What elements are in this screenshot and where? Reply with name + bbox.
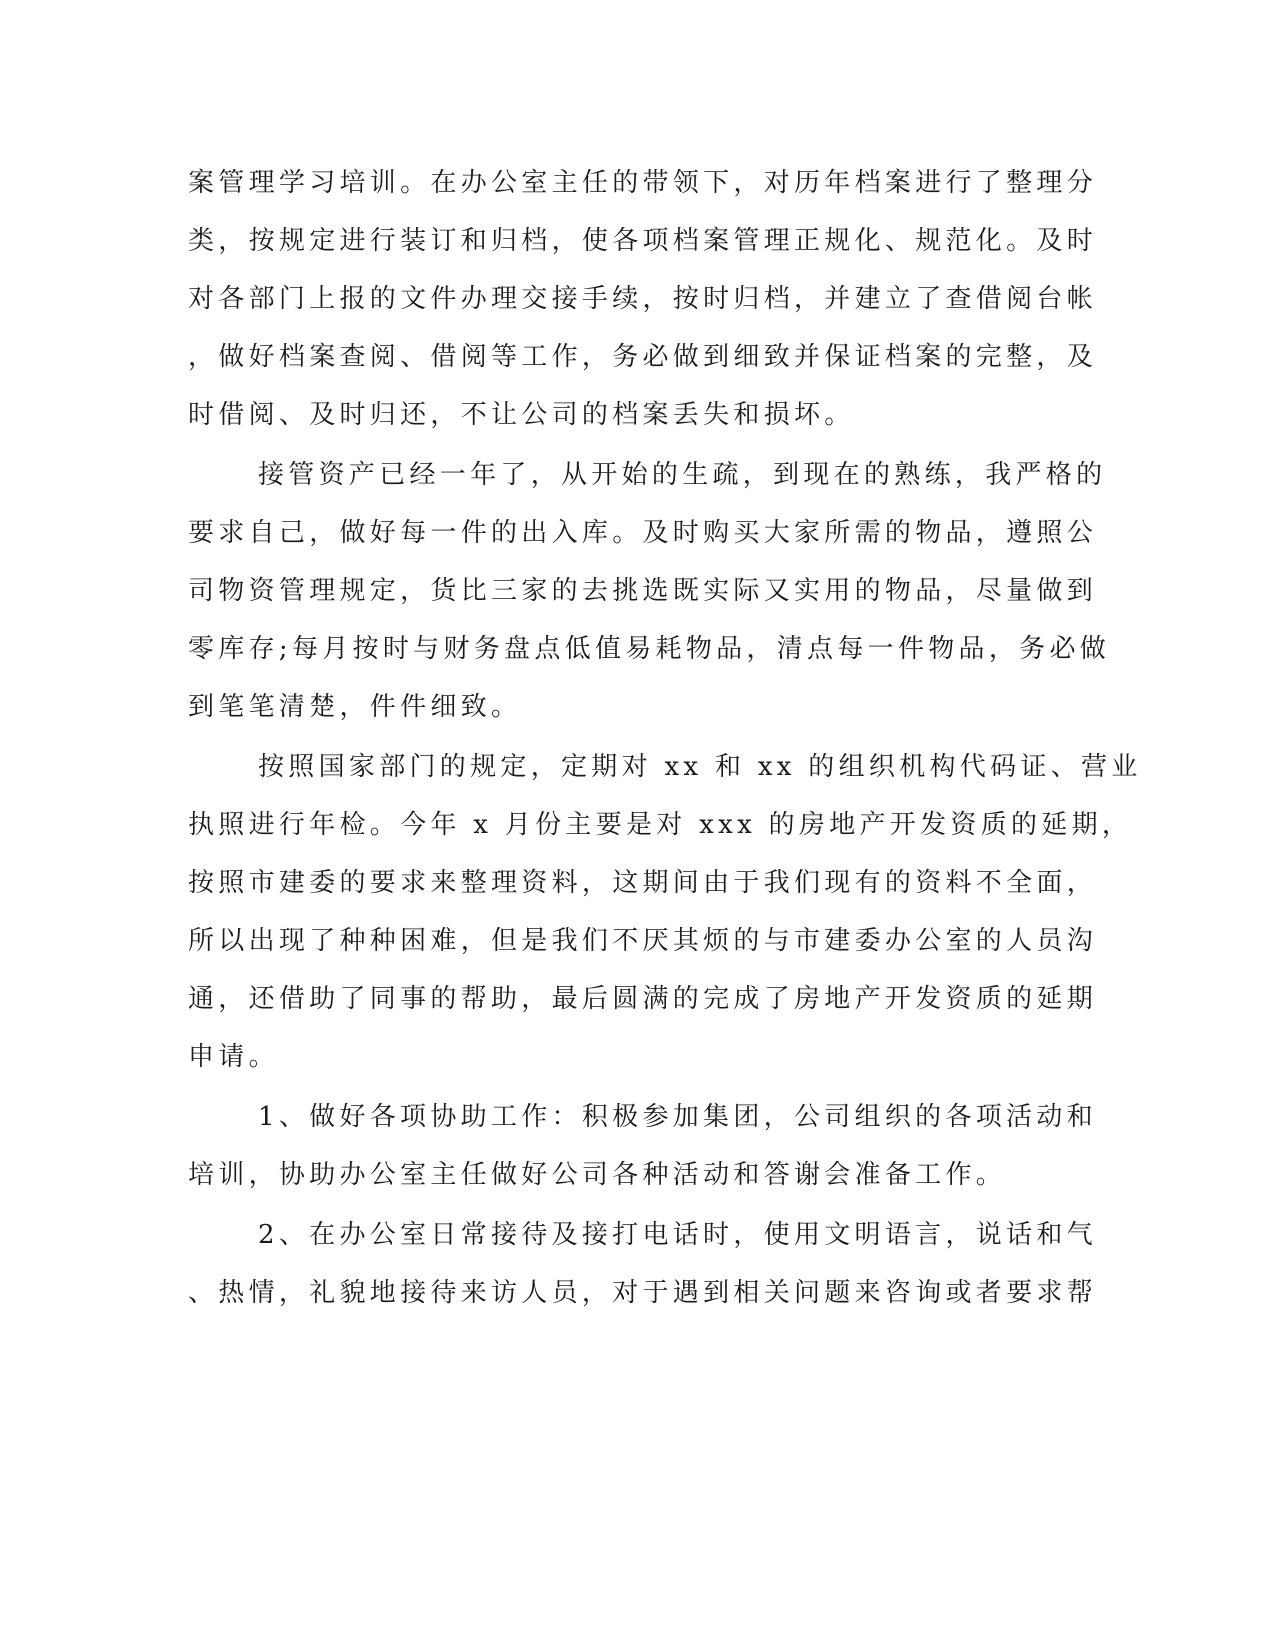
paragraph-first-line: 接管资产已经一年了，从开始的生疏，到现在的熟练，我严格的 (258, 460, 1107, 490)
text-line: 培训，协助办公室主任做好公司各种活动和答谢会准备工作。 (188, 1160, 1007, 1190)
text-line: 所以出现了种种困难，但是我们不厌其烦的与市建委办公室的人员沟 (188, 926, 1098, 956)
text-line: 类，按规定进行装订和归档，使各项档案管理正规化、规范化。及时 (188, 226, 1098, 256)
text-line: 时借阅、及时归还，不让公司的档案丢失和损坏。 (188, 400, 855, 430)
text-line: ，做好档案查阅、借阅等工作，务必做到细致并保证档案的完整，及 (188, 342, 1098, 372)
text-line: 通，还借助了同事的帮助，最后圆满的完成了房地产开发资质的延期 (188, 984, 1098, 1014)
text-line: 零库存;每月按时与财务盘点低值易耗物品，清点每一件物品，务必做 (188, 634, 1111, 664)
text-line: 案管理学习培训。在办公室主任的带领下，对历年档案进行了整理分 (188, 168, 1098, 198)
paragraph-first-line: 1、做好各项协助工作：积极参加集团，公司组织的各项活动和 (258, 1102, 1097, 1132)
text-line: 申请。 (188, 1042, 279, 1072)
text-line: 、热情，礼貌地接待来访人员，对于遇到相关问题来咨询或者要求帮 (188, 1278, 1098, 1308)
paragraph-first-line: 2、在办公室日常接待及接打电话时，使用文明语言，说话和气 (258, 1220, 1097, 1250)
text-line: 按照市建委的要求来整理资料，这期间由于我们现有的资料不全面， (188, 868, 1098, 898)
text-line: 到笔笔清楚，件件细致。 (188, 692, 522, 722)
paragraph-first-line: 按照国家部门的规定，定期对 xx 和 xx 的组织机构代码证、营业 (258, 752, 1142, 782)
text-line: 司物资管理规定，货比三家的去挑选既实际又实用的物品，尽量做到 (188, 576, 1098, 606)
text-line: 对各部门上报的文件办理交接手续，按时归档，并建立了查借阅台帐 (188, 284, 1098, 314)
text-line: 要求自己，做好每一件的出入库。及时购买大家所需的物品，遵照公 (188, 518, 1098, 548)
text-line: 执照进行年检。今年 x 月份主要是对 xxx 的房地产开发资质的延期， (188, 810, 1133, 840)
